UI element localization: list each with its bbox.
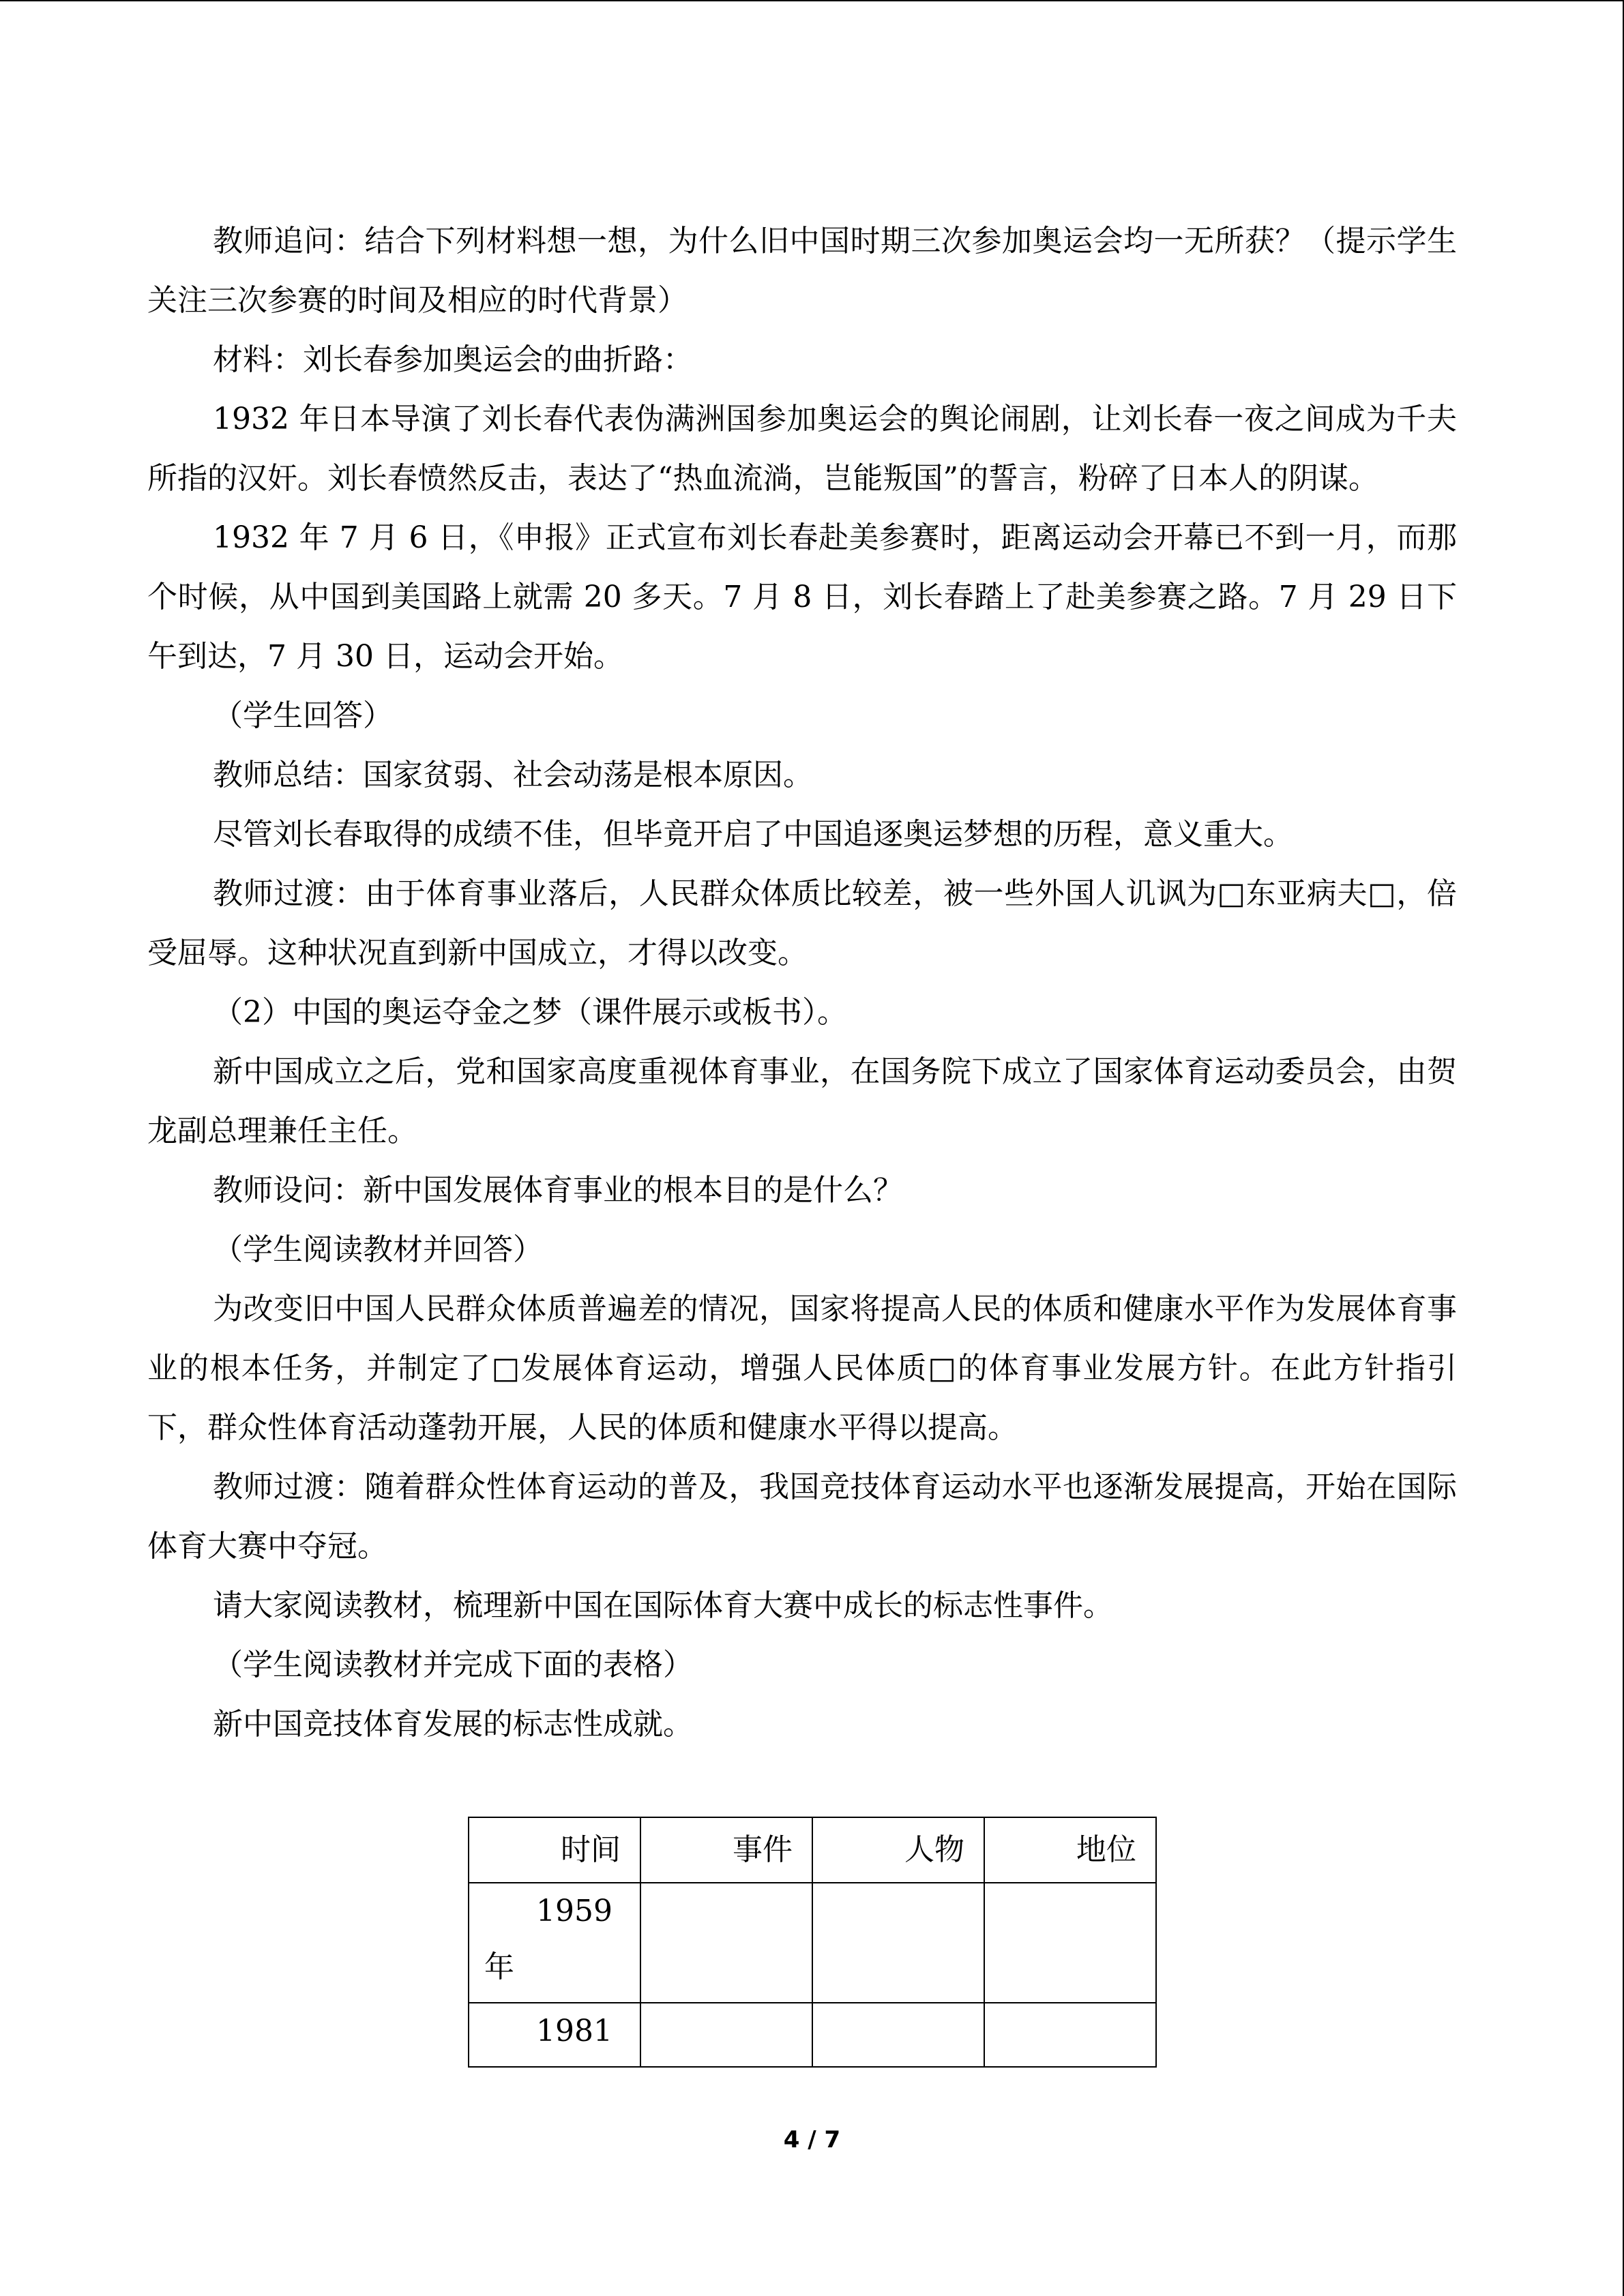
paragraph-teacher-question: 教师追问：结合下列材料想一想，为什么旧中国时期三次参加奥运会均一无所获？（提示学生关注三次参赛的时间及相应的时代背景） bbox=[147, 224, 1457, 318]
document-body bbox=[147, 211, 1457, 1754]
cell-status[interactable] bbox=[984, 2003, 1156, 2067]
paragraph-student-read-answer: （学生阅读教材并回答） bbox=[213, 1232, 543, 1267]
table-row bbox=[469, 2003, 1156, 2067]
header-status: 地位 bbox=[984, 1817, 1156, 1883]
paragraph-material-title: 材料：刘长春参加奥运会的曲折路： bbox=[213, 342, 693, 377]
cell-status[interactable] bbox=[984, 1883, 1156, 2003]
achievement-table bbox=[468, 1817, 1157, 2068]
paragraph-material-1932: 1932 年日本导演了刘长春代表伪满洲国参加奥运会的舆论闹剧，让刘长春一夜之间成为千夫所指的汉奸。刘长春愤然反击，表达了“热血流淌，岂能叛国”的誓言，粉碎了日本人的阴谋。 bbox=[147, 402, 1457, 496]
year-number: 1981 bbox=[536, 2014, 612, 2048]
paragraph-policy: 为改变旧中国人民群众体质普遍差的情况，国家将提高人民的体质和健康水平作为发展体育事业的根本任务，并制定了□发展体育运动，增强人民体质□的体育事业发展方针。在此方针指引下，群众性体育活动蓬勃开展，人民的体质和健康水平得以提高。 bbox=[147, 1292, 1457, 1445]
achievement-table-container bbox=[468, 1817, 1157, 2068]
paragraph-teacher-ask: 教师设问：新中国发展体育事业的根本目的是什么？ bbox=[213, 1173, 903, 1208]
cell-year bbox=[469, 2003, 640, 2067]
page-number: 4 / 7 bbox=[783, 2126, 841, 2153]
paragraph-teacher-transition-1: 教师过渡：由于体育事业落后，人民群众体质比较差，被一些外国人讥讽为□东亚病夫□，倍受屈辱。这种状况直到新中国成立，才得以改变。 bbox=[147, 876, 1457, 970]
paragraph-sports-commission: 新中国成立之后，党和国家高度重视体育事业，在国务院下成立了国家体育运动委员会，由贺龙副总理兼任主任。 bbox=[147, 1054, 1457, 1148]
header-time: 时间 bbox=[469, 1817, 640, 1883]
table-row bbox=[469, 1883, 1156, 2003]
paragraph-section-heading: （2）中国的奥运夺金之梦（课件展示或板书）。 bbox=[213, 995, 847, 1030]
paragraph-material-journey: 1932 年 7 月 6 日，《申报》正式宣布刘长春赴美参赛时，距离运动会开幕已不到一月，而那个时候，从中国到美国路上就需 20 多天。7 月 8 日，刘长春踏上了赴美参赛之路。7 月 29 日下午到达，7 月 30 日，运动会开始。 bbox=[147, 520, 1457, 674]
cell-event[interactable] bbox=[640, 1883, 812, 2003]
cell-year bbox=[469, 1883, 640, 2003]
paragraph-table-caption: 新中国竞技体育发展的标志性成就。 bbox=[213, 1707, 693, 1742]
paragraph-significance: 尽管刘长春取得的成绩不佳，但毕竟开启了中国追逐奥运梦想的历程，意义重大。 bbox=[213, 817, 1293, 852]
cell-person[interactable] bbox=[812, 1883, 984, 2003]
paragraph-teacher-transition-2: 教师过渡：随着群众性体育运动的普及，我国竞技体育运动水平也逐渐发展提高，开始在国际体育大赛中夺冠。 bbox=[147, 1470, 1457, 1564]
paragraph-teacher-summary: 教师总结：国家贫弱、社会动荡是根本原因。 bbox=[213, 758, 813, 792]
table-header-row bbox=[469, 1817, 1156, 1883]
header-person: 人物 bbox=[812, 1817, 984, 1883]
paragraph-student-answer: （学生回答） bbox=[213, 698, 393, 733]
header-event: 事件 bbox=[640, 1817, 812, 1883]
year-suffix: 年 bbox=[484, 1950, 514, 1984]
paragraph-instruction: 请大家阅读教材，梳理新中国在国际体育大赛中成长的标志性事件。 bbox=[213, 1588, 1113, 1623]
cell-event[interactable] bbox=[640, 2003, 812, 2067]
year-number: 1959 bbox=[536, 1894, 612, 1928]
cell-person[interactable] bbox=[812, 2003, 984, 2067]
paragraph-student-table-task: （学生阅读教材并完成下面的表格） bbox=[213, 1648, 693, 1682]
